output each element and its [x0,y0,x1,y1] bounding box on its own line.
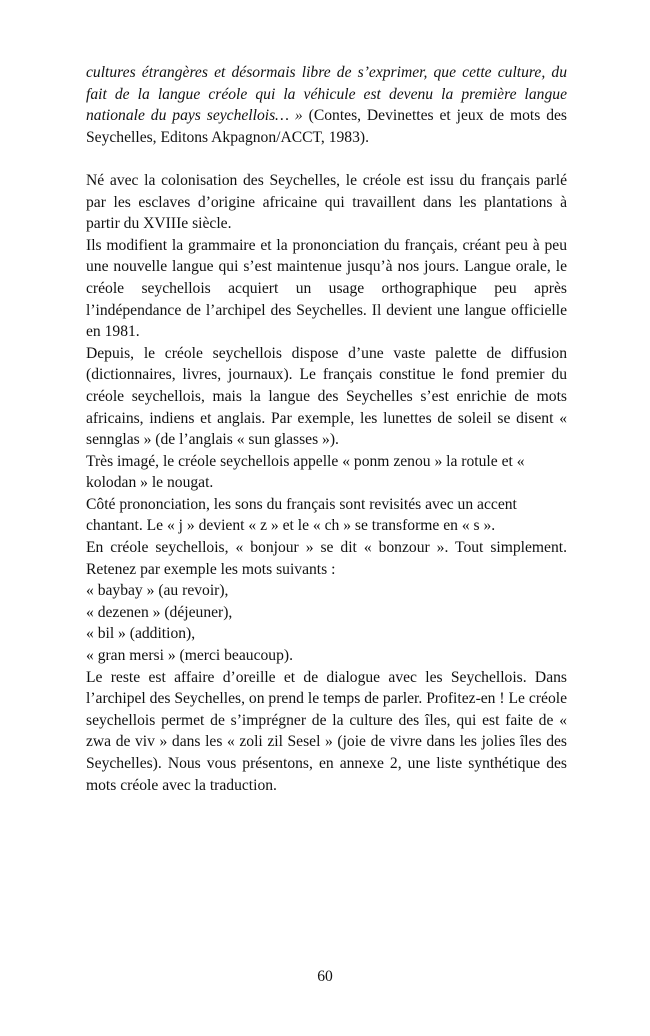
paragraph-diffusion: Depuis, le créole seychellois dispose d’une vaste palette de diffusion (dictionnaires, livres, journaux). Le français constitue le fond premier du créole seychellois, mais la langue des Seychelles s’est enrichie de mots africains, indiens et anglais. Par exemple, les lunettes de soleil se disent « sennglas » (de l’anglais « sun glasses »). [86,344,567,449]
paragraph-pronunciation: Côté prononciation, les sons du français sont revisités avec un accent chantant. Le « j » devient « z » et le « ch » se transforme en « s ». [86,495,517,535]
quote-paragraph [86,62,567,148]
list-item: « baybay » (au revoir), [86,582,229,600]
paragraph-imagery: Très imagé, le créole seychellois appelle « ponm zenou » la rotule et « kolodan » le nougat. [86,452,525,492]
paragraph-origins: Né avec la colonisation des Seychelles, le créole est issu du français parlé par les esclaves d’origine africaine qui travaillent dans les plantations à partir du XVIIIe siècle. [86,171,567,233]
page-body [86,62,567,796]
paragraph-grammar: Ils modifient la grammaire et la prononciation du français, créant peu à peu une nouvelle langue qui s’est maintenue jusqu’à nos jours. Langue orale, le créole seychellois acquiert un usage orthographique peu après l’indépendance de l’archipel des Seychelles. Il devient une langue officielle en 1981. [86,236,567,341]
quote-italic-text: cultures étrangères et désormais libre de s’exprimer, que cette culture, du fait de la langue créole qui la véhicule est devenu la première langue nationale du pays seychellois… » [86,64,567,125]
quote-citation: (Contes, Devinettes et jeux de mots des Seychelles, Editons Akpagnon/ACCT, 1983). [86,107,567,146]
list-item: « gran mersi » (merci beaucoup). [86,647,293,665]
list-item: « dezenen » (déjeuner), [86,603,233,621]
list-item: « bil » (addition), [86,625,196,643]
paragraph-conclusion: Le reste est affaire d’oreille et de dialogue avec les Seychellois. Dans l’archipel des Seychelles, on prend le temps de parler. Profitez-en ! Le créole seychellois permet de s’imprégner de la culture des îles, qui est faite de « zwa de viv » dans les « zoli zil Sesel » (joie de vivre dans les jolies îles des Seychelles). Nous vous présentons, en annexe 2, une liste synthétique des mots créole avec la traduction. [86,668,567,794]
paragraph-bonjour: En créole seychellois, « bonjour » se dit « bonzour ». Tout simplement. Retenez par exemple les mots suivants : [86,539,567,578]
page-number: 60 [317,968,333,985]
